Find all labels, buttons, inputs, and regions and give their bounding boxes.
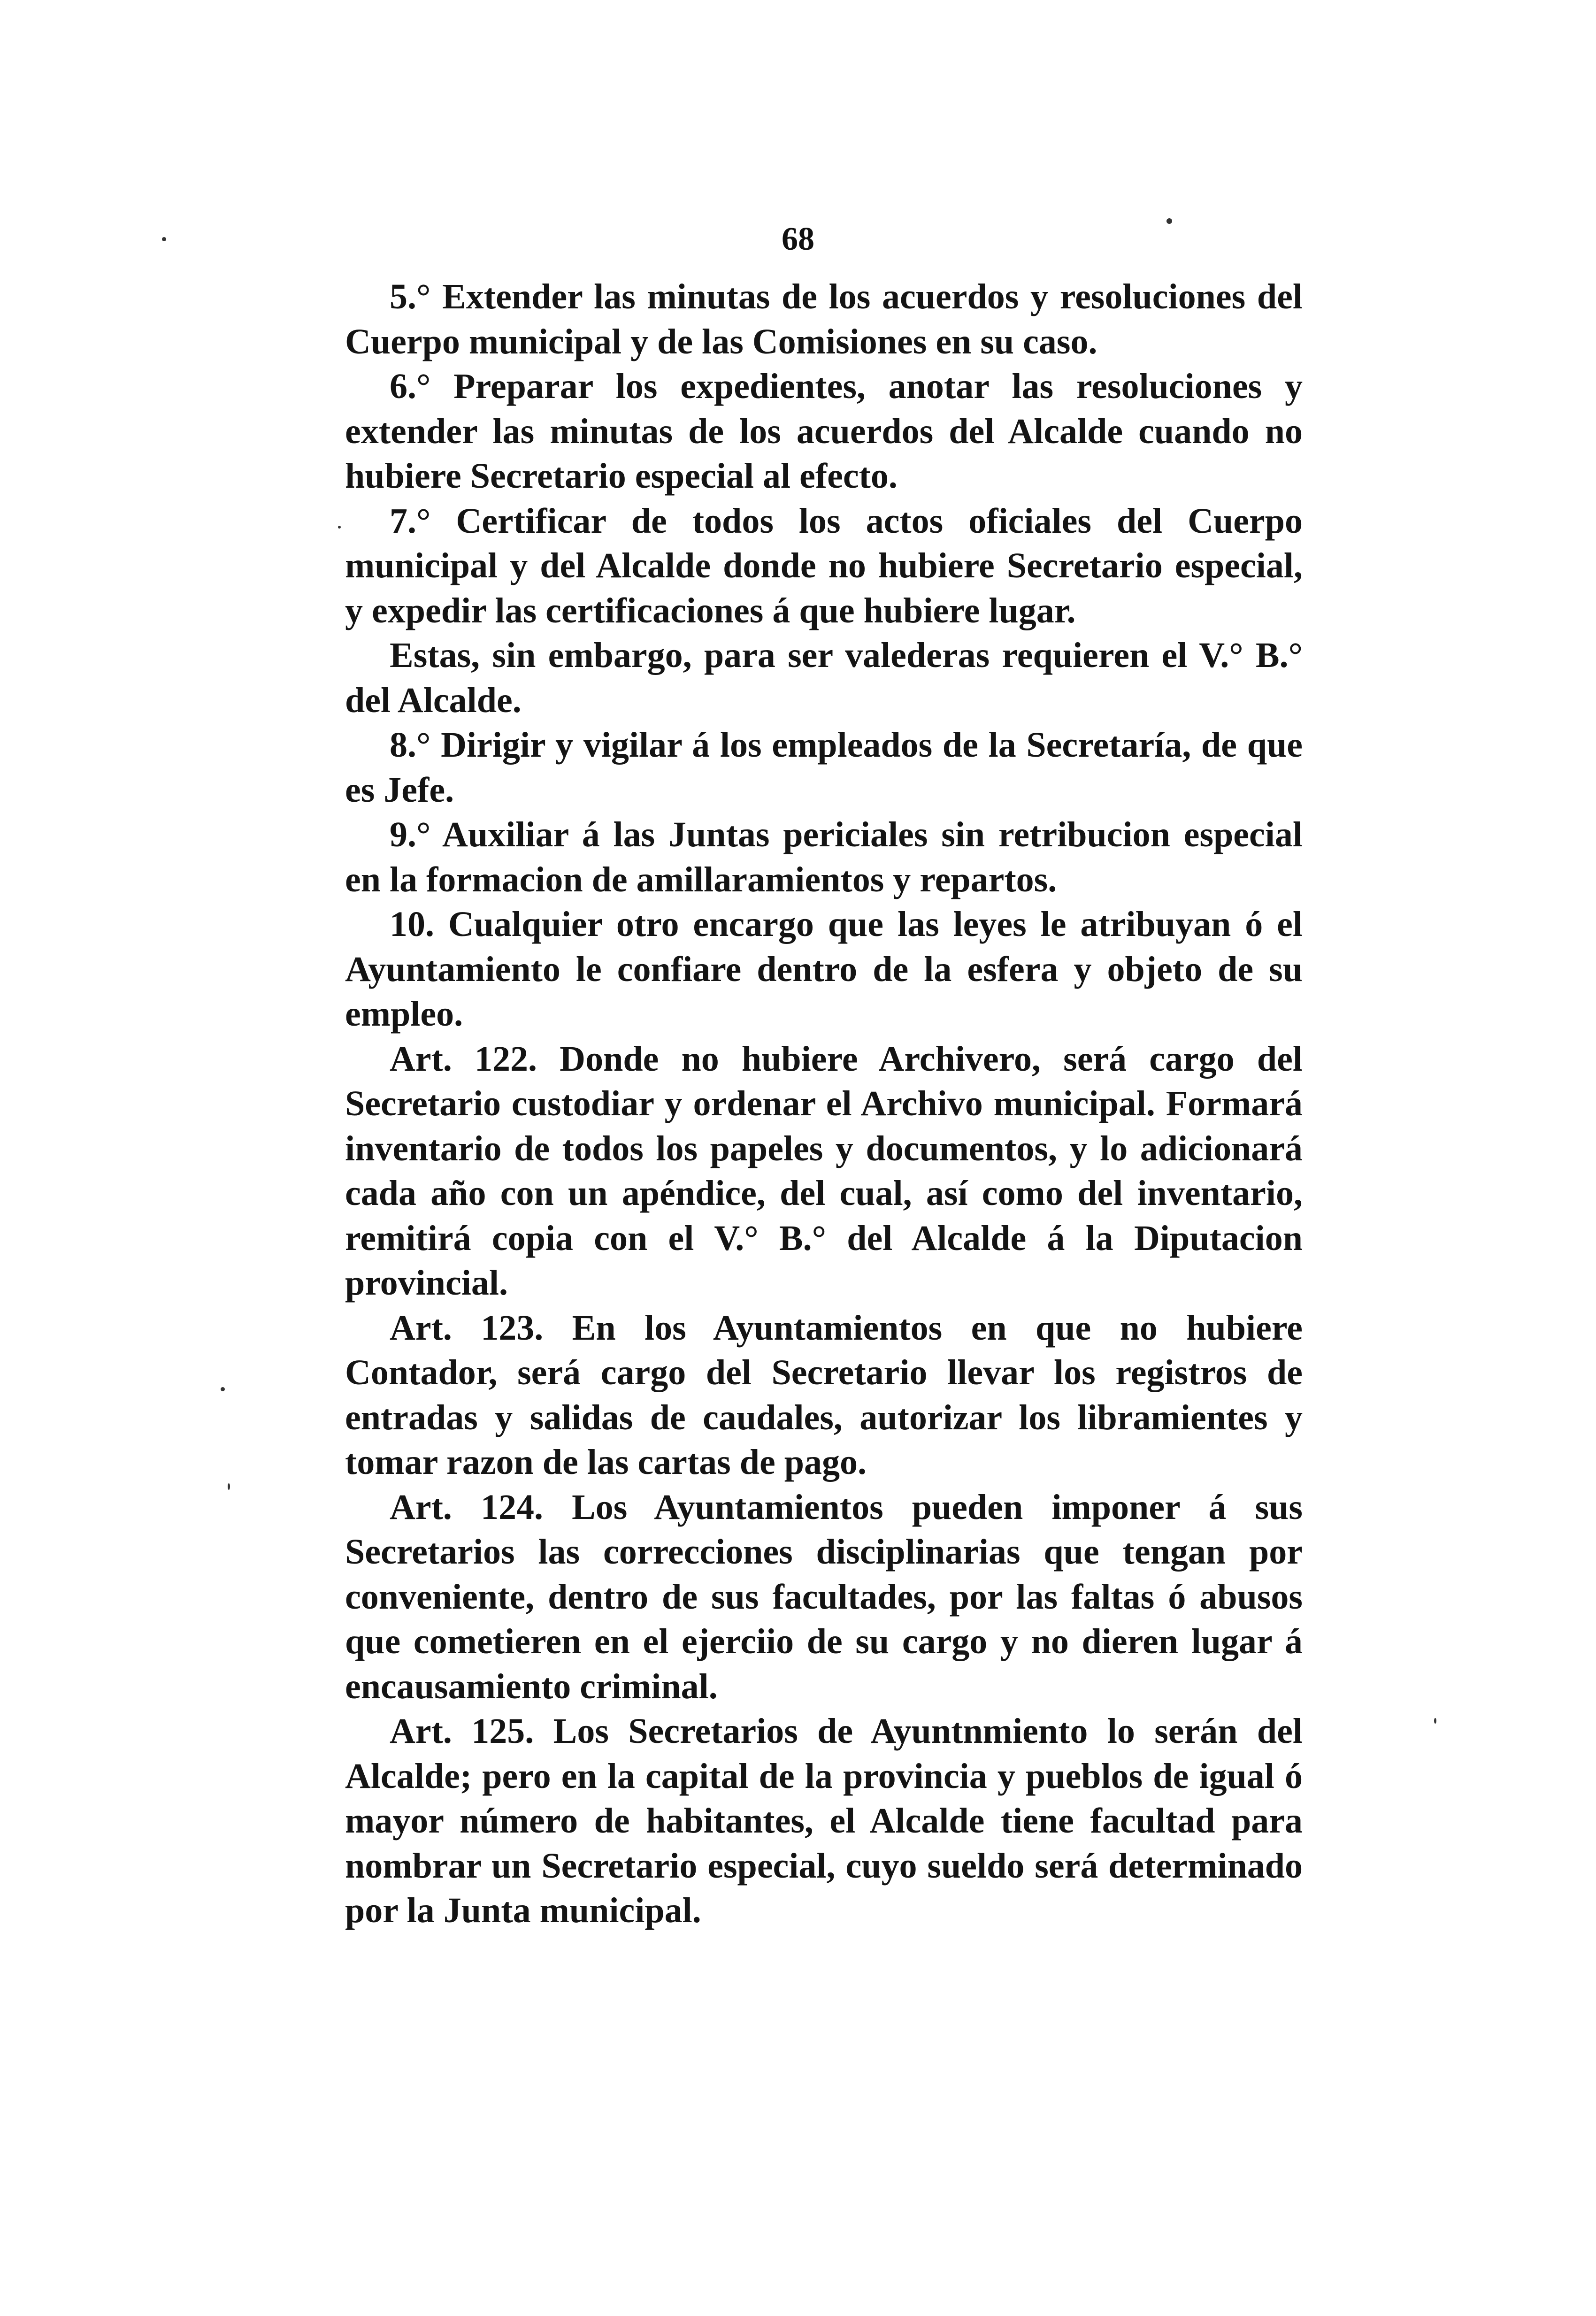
paragraph-item-8: 8.° Dirigir y vigilar á los empleados de la Secretaría, de que es Jefe. [345,725,1303,810]
paragraph-item-5: 5.° Extender las minutas de los acuerdos y resoluciones del Cuerpo municipal y de las Comisiones en su caso. [345,277,1303,361]
ink-speck [228,1483,230,1490]
paragraph-art-123: Art. 123. En los Ayuntamientos en que no hubiere Contador, será cargo del Secretario llevar los registros de entradas y salidas de caudales, autorizar los libramientes y tomar razon de las cartas de pago. [345,1308,1303,1482]
body-text [345,275,1303,1933]
paragraph-note: Estas, sin embargo, para ser valederas requieren el V.° B.° del Alcalde. [345,636,1303,720]
page-number: 68 [782,221,814,257]
ink-speck [162,237,166,241]
paragraph-art-125: Art. 125. Los Secretarios de Ayuntnmiento lo serán del Alcalde; pero en la capital de la provincia y pueblos de igual ó mayor número de habitantes, el Alcalde tiene facultad para nombrar un Secretario especial, cuyo sueldo será determinado por la Junta municipal. [345,1711,1303,1930]
paragraph-art-124: Art. 124. Los Ayuntamientos pueden imponer á sus Secretarios las correcciones disciplinarias que tengan por conveniente, dentro de sus facultades, por las faltas ó abusos que cometieren en el ejerciio de su cargo y no dieren lugar á encausamiento criminal. [345,1487,1303,1706]
paragraph-item-10: 10. Cualquier otro encargo que las leyes le atribuyan ó el Ayuntamiento le confiare dentro de la esfera y objeto de su empleo. [345,905,1303,1034]
paragraph-item-6: 6.° Preparar los expedientes, anotar las resoluciones y extender las minutas de los acuerdos del Alcalde cuando no hubiere Secretario especial al efecto. [345,367,1303,496]
ink-speck [1434,1718,1436,1724]
ink-speck [1166,218,1172,224]
paragraph-art-122: Art. 122. Donde no hubiere Archivero, será cargo del Secretario custodiar y ordenar el Archivo municipal. Formará inventario de todos los papeles y documentos, y lo adicionará cada año con un apéndice, del cual, así como del inventario, remitirá copia con el V.° B.° del Alcalde á la Diputacion provincial. [345,1039,1303,1303]
ink-speck [338,526,341,529]
paragraph-item-9: 9.° Auxiliar á las Juntas periciales sin retribucion especial en la formacion de amillaramientos y repartos. [345,815,1303,899]
ink-speck [221,1387,225,1391]
paragraph-item-7: 7.° Certificar de todos los actos oficiales del Cuerpo municipal y del Alcalde donde no hubiere Secretario especial, y expedir las certificaciones á que hubiere lugar. [345,501,1303,630]
